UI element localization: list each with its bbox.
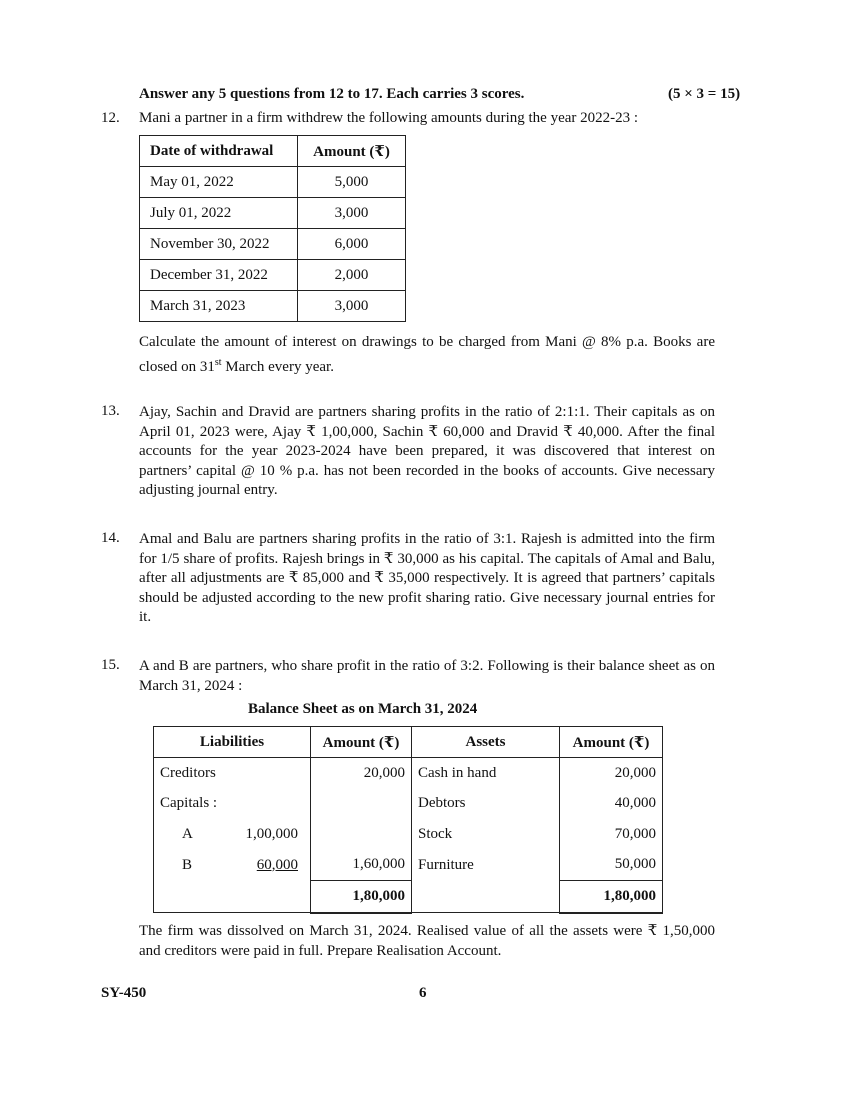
bs-asset-amount: 20,000: [560, 758, 663, 789]
bs-liability-amount: [311, 819, 412, 850]
q12-intro: Mani a partner in a firm withdrew the following amounts during the year 2022-23 :: [139, 110, 639, 126]
table-row: [140, 291, 406, 322]
withdrawal-date: December 31, 2022: [140, 260, 298, 291]
table-row: [154, 819, 663, 850]
bs-liability-label: Capitals :: [154, 789, 311, 820]
bs-total-assets: 1,80,000: [560, 881, 663, 913]
bs-asset-label: Furniture: [412, 850, 560, 881]
bs-total-liabilities: 1,80,000: [311, 881, 412, 913]
bs-partner-label: A: [182, 825, 193, 842]
balance-sheet-title: Balance Sheet as on March 31, 2024: [248, 701, 478, 717]
table-row-total: [154, 881, 663, 913]
bs-asset-label: Cash in hand: [412, 758, 560, 789]
withdrawal-table: [139, 135, 406, 322]
q12-outro-sup: st: [214, 356, 222, 368]
withdrawal-amount: 2,000: [298, 260, 406, 291]
q13-number: 13.: [101, 403, 120, 419]
q15-intro: A and B are partners, who share profit in the ratio of 3:2. Following is their balance sheet as on March 31, 2024 :: [139, 658, 715, 694]
balance-sheet-table: [153, 726, 663, 914]
bs-asset-amount: 40,000: [560, 789, 663, 820]
bs-liability-amount: 1,60,000: [311, 850, 412, 881]
table-row: [140, 229, 406, 260]
withdrawal-table-header-amount: Amount (₹): [298, 136, 406, 167]
bs-partner-capital: 60,000: [256, 856, 298, 873]
table-row: [140, 260, 406, 291]
withdrawal-date: March 31, 2023: [140, 291, 298, 322]
withdrawal-amount: 3,000: [298, 291, 406, 322]
bs-partner-label: B: [182, 856, 193, 873]
q12-outro-text: Calculate the amount of interest on drawings to be charged from Mani @ 8% p.a. Books are closed on 31: [139, 334, 715, 375]
q13-text: Ajay, Sachin and Dravid are partners sharing profits in the ratio of 2:1:1. Their capitals as on April 01, 2023 were, Ajay ₹ 1,00,000, Sachin ₹ 60,000 and Dravid ₹ 40,000. After the final accounts for the year 2023-2024 have been prepared, it was discovered that interest on partners’ capital @ 10 % p.a. has not been recorded in the books of accounts. Give necessary adjusting journal entry.: [139, 404, 715, 498]
q14-number: 14.: [101, 530, 120, 546]
bs-liability-sub: [154, 819, 311, 850]
q12-number: 12.: [101, 110, 120, 126]
withdrawal-amount: 3,000: [298, 198, 406, 229]
q12-outro-tail: March every year.: [221, 358, 334, 375]
bs-header-amount-assets: Amount (₹): [560, 727, 663, 758]
q15-outro: The firm was dissolved on March 31, 2024. Realised value of all the assets were ₹ 1,50,000 and creditors were paid in full. Prepare Realisation Account.: [139, 923, 715, 959]
bs-asset-label: Stock: [412, 819, 560, 850]
bs-liability-label: Creditors: [154, 758, 311, 789]
q14-text: Amal and Balu are partners sharing profits in the ratio of 3:1. Rajesh is admitted into the firm for 1/5 share of profits. Rajesh brings in ₹ 30,000 as his capital. The capitals of Amal and Balu, after all adjustments are ₹ 85,000 and ₹ 35,000 respectively. It is agreed that partners’ capitals should be adjusted according to the new profit sharing ratio. Give necessary journal entries for it.: [139, 531, 715, 625]
table-row: [154, 789, 663, 820]
bs-header-liabilities: Liabilities: [154, 727, 311, 758]
withdrawal-date: November 30, 2022: [140, 229, 298, 260]
bs-liability-sub: [154, 850, 311, 881]
section-instruction: Answer any 5 questions from 12 to 17. Each carries 3 scores.: [139, 86, 525, 102]
table-row: [140, 198, 406, 229]
bs-liability-amount: [311, 789, 412, 820]
bs-total-blank-a: [412, 881, 560, 913]
withdrawal-amount: 5,000: [298, 167, 406, 198]
footer-code: SY-450: [101, 985, 147, 1001]
bs-partner-capital: 1,00,000: [245, 825, 298, 842]
table-row: [154, 850, 663, 881]
q12-outro: [139, 333, 715, 377]
section-marks: (5 × 3 = 15): [668, 86, 741, 102]
bs-header-assets: Assets: [412, 727, 560, 758]
q15-number: 15.: [101, 657, 120, 673]
page-number: 6: [419, 985, 427, 1001]
withdrawal-table-header-date: Date of withdrawal: [140, 136, 298, 167]
withdrawal-amount: 6,000: [298, 229, 406, 260]
bs-asset-amount: 50,000: [560, 850, 663, 881]
bs-header-amount-liabilities: Amount (₹): [311, 727, 412, 758]
table-row: [140, 167, 406, 198]
withdrawal-date: July 01, 2022: [140, 198, 298, 229]
table-row: [154, 758, 663, 789]
bs-total-blank-l: [154, 881, 311, 913]
bs-asset-label: Debtors: [412, 789, 560, 820]
bs-liability-amount: 20,000: [311, 758, 412, 789]
withdrawal-date: May 01, 2022: [140, 167, 298, 198]
bs-asset-amount: 70,000: [560, 819, 663, 850]
